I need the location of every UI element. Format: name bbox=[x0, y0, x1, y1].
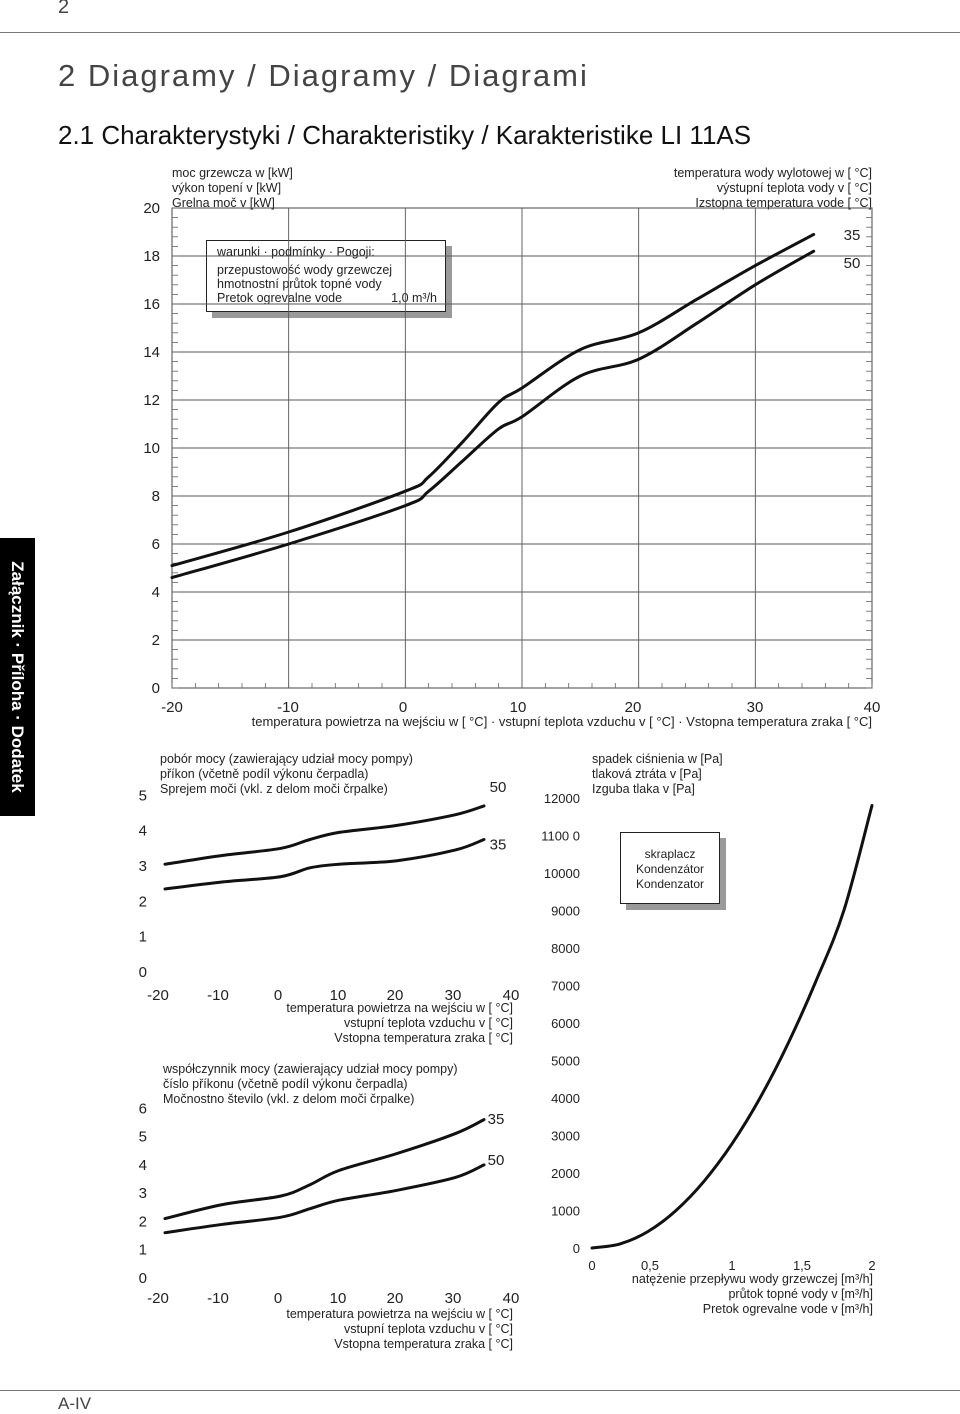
conditions-line: przepustowość wody grzewczej bbox=[217, 263, 393, 277]
chart4-ytick-label: 5000 bbox=[551, 1053, 580, 1069]
chart2-ytick-label: 0 bbox=[138, 964, 147, 981]
chart3-xtick-label: 0 bbox=[273, 1290, 283, 1307]
chart1-legend-title-line: výstupní teplota vody v [ °C] bbox=[716, 181, 872, 195]
chart2-xlabel-line: Vstopna temperatura zraka [ °C] bbox=[334, 1031, 513, 1045]
chart1-ylabel-line: Grelna moč v [kW] bbox=[172, 196, 275, 210]
chart3-xtick-label: 10 bbox=[329, 1290, 347, 1307]
chart3-ytick-label: 2 bbox=[138, 1213, 147, 1231]
chart1-ytick-label: 6 bbox=[151, 536, 160, 553]
chart2-ylabel-line: Sprejem moči (vkl. z delom moči črpalke) bbox=[160, 782, 388, 796]
chart1-xtick-label: 30 bbox=[746, 699, 764, 716]
chart3-xlabel-line: temperatura powietrza na wejściu w [ °C] bbox=[286, 1307, 513, 1321]
chart2-xlabel-line: temperatura powietrza na wejściu w [ °C] bbox=[286, 1001, 513, 1015]
chart2-series-label: 35 bbox=[489, 836, 507, 854]
chart2-ytick-label: 4 bbox=[138, 822, 147, 840]
chart4-ytick-label: 7000 bbox=[551, 978, 580, 994]
chart3-xtick-label: -20 bbox=[147, 1290, 169, 1307]
chart1-ytick-label: 12 bbox=[143, 392, 160, 409]
chart1-ytick-label: 16 bbox=[143, 296, 160, 313]
chart2-ylabel-line: pobór mocy (zawierający udział mocy pompy) bbox=[160, 752, 413, 766]
condenser-legend-line: Kondenzátor bbox=[635, 862, 705, 876]
chart4-ytick-label: 9000 bbox=[551, 903, 580, 919]
chart3-ytick-label: 0 bbox=[138, 1270, 147, 1287]
chart1-ytick-label: 10 bbox=[143, 440, 160, 457]
chart3-xlabel-line: vstupní teplota vzduchu v [ °C] bbox=[344, 1322, 513, 1336]
chart3-ylabel-line: Močnostno število (vkl. z delom moči črpalke) bbox=[163, 1092, 415, 1106]
chart1-series-label: 35 bbox=[843, 227, 861, 244]
chart2-xtick-label: 40 bbox=[502, 987, 520, 1004]
conditions-line: hmotnostní průtok topné vody bbox=[217, 277, 382, 291]
chart3-ytick-label: 1 bbox=[138, 1241, 147, 1259]
chart3-xlabel-line: Vstopna temperatura zraka [ °C] bbox=[334, 1337, 513, 1351]
chart4-xtick-label: 1 bbox=[728, 1258, 736, 1273]
chart1-ylabel-line: moc grzewcza w [kW] bbox=[172, 166, 293, 180]
chart4-xtick-label: 0,5 bbox=[640, 1258, 660, 1273]
chart1-xtick-label: 40 bbox=[863, 699, 881, 716]
chart1-ytick-label: 2 bbox=[151, 632, 160, 649]
chart3-ylabel-line: współczynnik mocy (zawierający udział mocy pompy) bbox=[163, 1062, 458, 1076]
chart3-xtick-label: 20 bbox=[386, 1290, 404, 1307]
chart4-ytick-label: 4000 bbox=[551, 1091, 580, 1106]
chart4-xlabel-line: průtok topné vody v [m³/h] bbox=[728, 1287, 873, 1301]
chart3-xtick-label: -10 bbox=[207, 1290, 229, 1307]
chart1-ytick-label: 8 bbox=[151, 488, 160, 505]
conditions-title: warunki · podmínky · Pogoji: bbox=[217, 245, 375, 259]
chart4-ytick-label: 6000 bbox=[551, 1016, 580, 1031]
chart1-xtick-label: 0 bbox=[398, 699, 408, 716]
chart2-xtick-label: 30 bbox=[444, 987, 462, 1004]
chart2-ytick-label: 5 bbox=[138, 787, 147, 805]
chart4-ytick-label: 1100 0 bbox=[541, 828, 580, 844]
chart4-ytick-label: 8000 bbox=[551, 941, 580, 956]
chart2-xlabel-line: vstupní teplota vzduchu v [ °C] bbox=[344, 1016, 513, 1030]
chart4-xtick-label: 1,5 bbox=[792, 1258, 812, 1273]
chart1-xtick-label: -10 bbox=[277, 699, 299, 716]
chart3-xtick-label: 40 bbox=[502, 1290, 520, 1307]
section-heading: 2.1 Charakterystyki / Charakteristiky / Karakteristike LI 11AS bbox=[58, 120, 752, 150]
chart4-xlabel-line: Pretok ogrevalne vode v [m³/h] bbox=[702, 1302, 873, 1316]
chart2-series-label: 50 bbox=[489, 778, 507, 796]
condenser-legend-line: Kondenzator bbox=[635, 877, 705, 891]
chart1-xlabel: temperatura powietrza na wejściu w [ °C] · vstupní teplota vzduchu v [ °C] · Vstopna temperatura zraka [ °C] bbox=[251, 714, 872, 729]
conditions-value: 1,0 m³/h bbox=[391, 291, 437, 305]
chart4-ytick-label: 3000 bbox=[551, 1128, 580, 1144]
chart3-ytick-label: 4 bbox=[138, 1156, 147, 1174]
chart3-ytick-label: 5 bbox=[138, 1128, 147, 1146]
chart2-series-line bbox=[165, 840, 484, 890]
chart3-ytick-label: 3 bbox=[138, 1185, 147, 1203]
chart3-series-label: 50 bbox=[487, 1152, 505, 1169]
page-number: 2 bbox=[58, 0, 70, 18]
chart4-ytick-label: 1000 bbox=[551, 1203, 580, 1219]
footer-page-label: A-IV bbox=[58, 1394, 92, 1413]
chart4-xlabel-line: natężenie przepływu wody grzewczej [m³/h] bbox=[631, 1272, 873, 1286]
chart4-ytick-label: 12000 bbox=[543, 791, 580, 806]
chart1-xtick-label: 20 bbox=[624, 699, 642, 716]
chart3-series-label: 35 bbox=[487, 1111, 505, 1128]
chart1-legend-title-line: Izstopna temperatura vode [ °C] bbox=[695, 196, 872, 210]
chart2-xtick-label: -20 bbox=[147, 987, 169, 1004]
chart2-ytick-label: 1 bbox=[138, 928, 147, 946]
chart1-ylabel-line: výkon topení v [kW] bbox=[172, 181, 282, 195]
chart4-xtick-label: 2 bbox=[868, 1258, 876, 1273]
chart2-xtick-label: -10 bbox=[207, 987, 229, 1004]
chart4-series-line bbox=[592, 806, 872, 1249]
chart2-xtick-label: 20 bbox=[386, 987, 404, 1004]
chart1-series-label: 50 bbox=[843, 255, 861, 272]
chart1-ytick-label: 0 bbox=[151, 680, 160, 697]
chart2-xtick-label: 10 bbox=[329, 987, 347, 1004]
chart4-ylabel-line: spadek ciśnienia w [Pa] bbox=[592, 752, 723, 766]
chart1-xtick-label: -20 bbox=[161, 699, 183, 716]
chart4-ytick-label: 2000 bbox=[551, 1166, 580, 1181]
chart2-ytick-label: 2 bbox=[138, 893, 147, 911]
conditions-line: Pretok ogrevalne vode bbox=[217, 291, 343, 305]
chart1-ytick-label: 4 bbox=[151, 584, 160, 601]
chart3-ylabel-line: číslo příkonu (včetně podíl výkonu čerpadla) bbox=[163, 1077, 408, 1091]
chart3-xtick-label: 30 bbox=[444, 1290, 462, 1307]
chart2-ytick-label: 3 bbox=[138, 858, 147, 875]
chart2-ylabel-line: příkon (včetně podíl výkonu čerpadla) bbox=[160, 767, 369, 781]
chart4-ylabel-line: Izguba tlaka v [Pa] bbox=[592, 782, 695, 796]
page-heading: 2 Diagramy / Diagramy / Diagrami bbox=[58, 58, 589, 93]
chart4-ytick-label: 0 bbox=[572, 1241, 580, 1256]
chart1-ytick-label: 14 bbox=[143, 344, 160, 361]
chart4-ytick-label: 10000 bbox=[543, 866, 580, 881]
chart3-series-line bbox=[165, 1165, 484, 1233]
chart3-ytick-label: 6 bbox=[138, 1100, 147, 1118]
chart1-ytick-label: 18 bbox=[143, 248, 160, 265]
chart4-ylabel-line: tlaková ztráta v [Pa] bbox=[592, 767, 702, 781]
chart1-legend-title-line: temperatura wody wylotowej w [ °C] bbox=[673, 166, 872, 180]
chart1-ytick-label: 20 bbox=[143, 200, 160, 217]
condenser-legend-line: skraplacz bbox=[644, 847, 696, 861]
chart2-xtick-label: 0 bbox=[273, 987, 283, 1004]
chart4-xtick-label: 0 bbox=[588, 1258, 596, 1273]
chart1-series-line bbox=[172, 251, 814, 577]
chart1-xtick-label: 10 bbox=[509, 699, 527, 716]
appendix-side-tab-label: Załącznik · Příloha · Dodatek bbox=[8, 561, 27, 793]
